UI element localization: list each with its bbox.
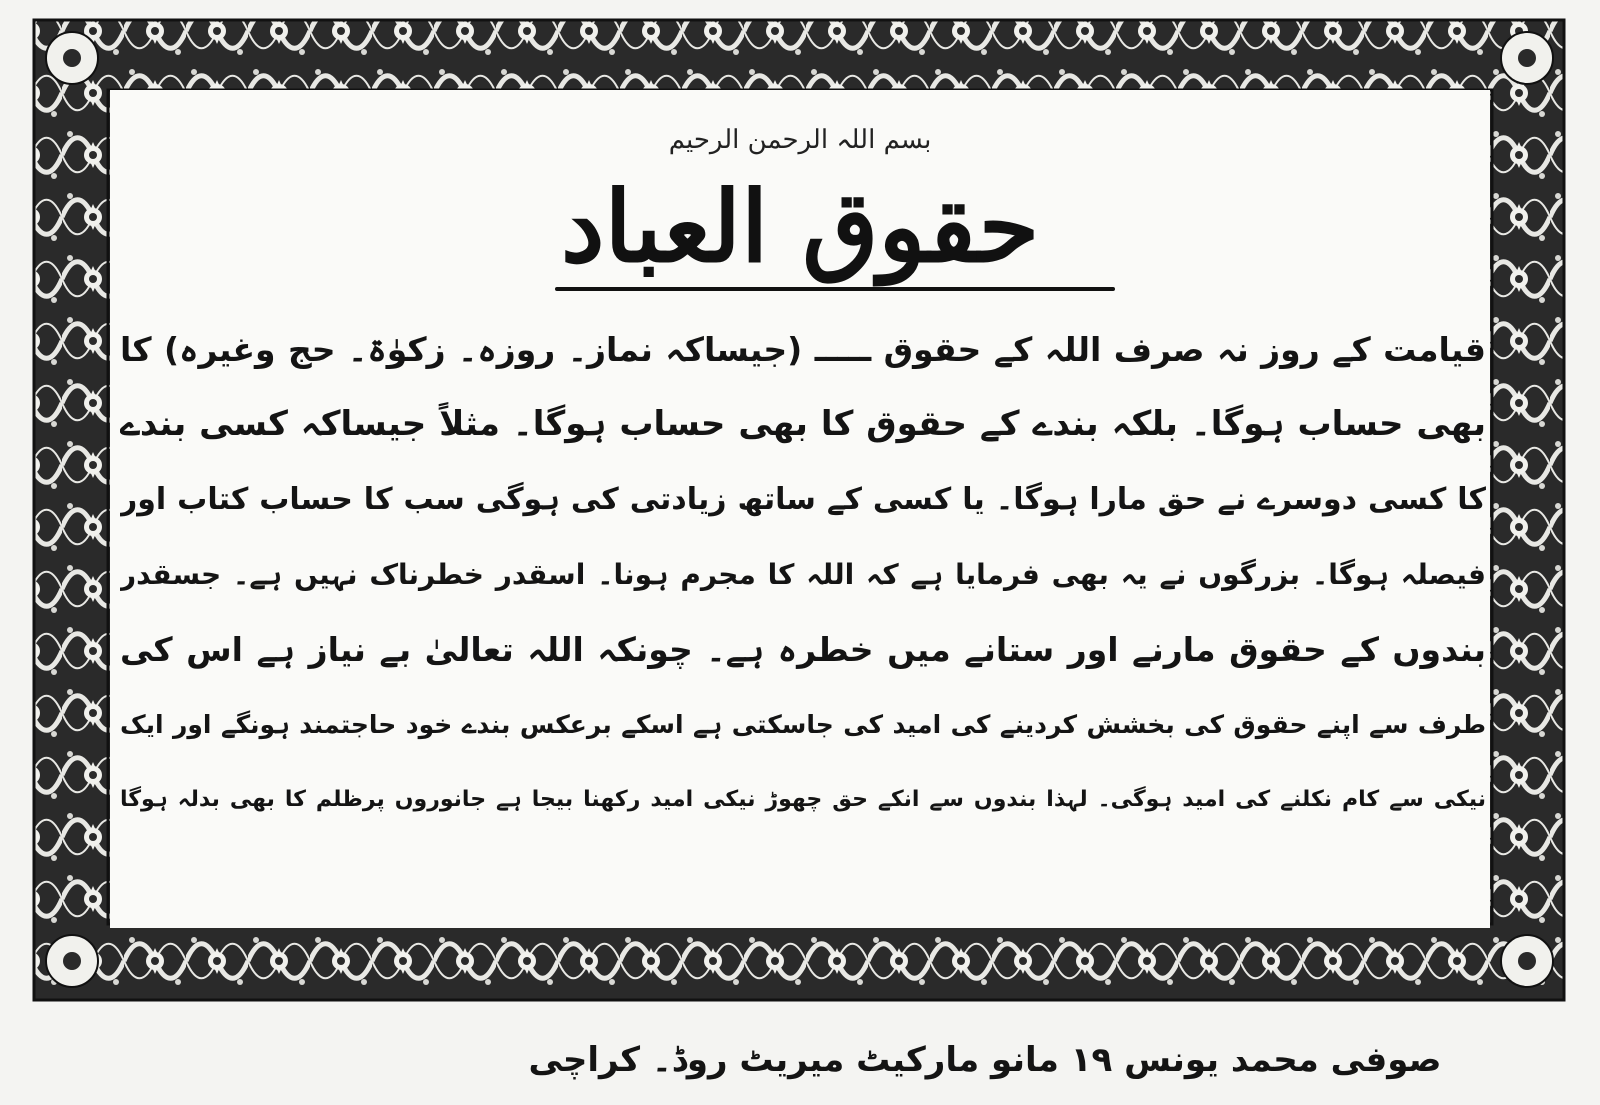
body-line: فیصلہ ہوگا۔ بزرگوں نے یہ بھی فرمایا ہے کہ اللہ کا مجرم ہونا۔ اسقدر خطرناک نہیں ہے۔ جسقدر xyxy=(120,558,1486,591)
publisher-address: صوفی محمد یونس ۱۹ مانو مارکیٹ میریٹ روڈ۔ کراچی xyxy=(528,1040,1442,1080)
body-line: طرف سے اپنے حقوق کی بخشش کردینے کی امید کی جاسکتی ہے اسکے برعکس بندے خود حاجتمند ہونگے اور ایک xyxy=(120,710,1486,739)
body-paragraph xyxy=(120,312,1486,912)
body-line: کا کسی دوسرے نے حق مارا ہوگا۔ یا کسی کے ساتھ زیادتی کی ہوگی سب کا حساب کتاب اور xyxy=(120,482,1486,517)
bismillah-calligraphy: بسم اللہ الرحمن الرحیم xyxy=(668,125,932,155)
title-underline xyxy=(555,287,1115,291)
page-title: حقوق العباد xyxy=(560,170,1040,285)
body-line: قیامت کے روز نہ صرف اللہ کے حقوق ـــــ (جیساکہ نماز۔ روزہ۔ زکوٰۃ۔ حج وغیرہ) کا xyxy=(120,330,1486,369)
body-line: بندوں کے حقوق مارنے اور ستانے میں خطرہ ہے۔ چونکہ اللہ تعالیٰ بے نیاز ہے اس کی xyxy=(120,630,1486,669)
body-line: بھی حساب ہوگا۔ بلکہ بندے کے حقوق کا بھی حساب ہوگا۔ مثلاً جیساکہ کسی بندے xyxy=(120,404,1486,444)
body-line: نیکی سے کام نکلنے کی امید ہوگی۔ لہذا بندوں سے انکے حق چھوڑ نیکی امید رکھنا بیجا ہے جانوروں پرظلم کا بھی بدلہ ہوگا xyxy=(120,787,1486,812)
